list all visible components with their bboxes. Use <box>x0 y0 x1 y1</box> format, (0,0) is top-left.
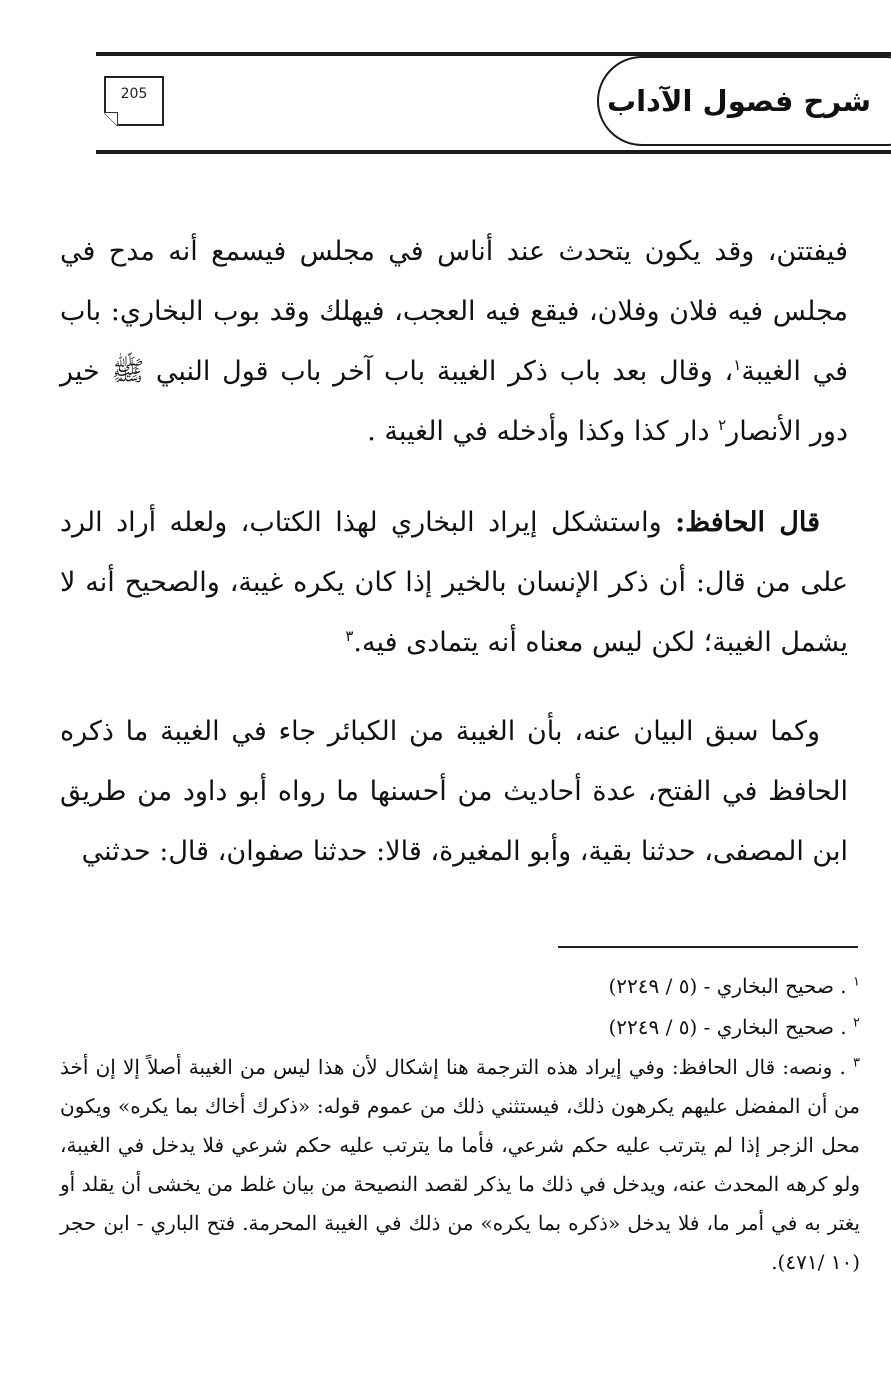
footnote-1-text: . صحيح البخاري - (٥ / ٢٢٤٩) <box>608 974 847 998</box>
paragraph-2 <box>60 493 848 673</box>
footnote-ref-3[interactable]: ٣ <box>345 627 354 645</box>
footnote-1-marker: ١ <box>853 974 860 990</box>
book-title-frame <box>597 56 891 146</box>
paragraph-3-text: وكما سبق البيان عنه، بأن الغيبة من الكبائر جاء في الغيبة ما ذكره الحافظ في الفتح، عدة أحاديث من أحسنها ما رواه أبو داود من طريق ابن المصفى، حدثنا بقية، وأبو المغيرة، قالا: حدثنا صفوان، قال: حدثني <box>60 716 848 867</box>
footnote-2 <box>60 1007 860 1048</box>
paragraph-1-text-c: دار كذا وكذا وأدخله في الغيبة . <box>367 416 719 447</box>
page-number-box <box>104 76 164 126</box>
paragraph-1-text-a: فيفتتن، وقد يكون يتحدث عند أناس في مجلس فيسمع أنه مدح في مجلس فيه فلان وفلان، فيقع فيه العجب، فيهلك وقد بوب البخاري: باب في الغيبة <box>60 236 848 387</box>
footnote-1 <box>60 966 860 1007</box>
paragraph-1-text-b: ، وقال بعد باب ذكر الغيبة باب آخر باب قول النبي ﷺ خير دور الأنصار <box>60 356 848 447</box>
page-header <box>0 0 891 160</box>
footnote-3-text: . ونصه: قال الحافظ: وفي إيراد هذه الترجمة هنا إشكال لأن هذا ليس من الغيبة أصلاً إلا إن أخذ من أن المفضل عليهم يكرهون ذلك، فيستثني ذلك من عموم قوله: «ذكرك أخاك بما يكره» ويكون محل الزجر إذا لم يترتب عليه حكم شرعي، فأما ما يترتب عليه حكم شرعي فلا يدخل في الغيبة، ولو كرهه المحدث عنه، ويدخل في ذلك ما يذكر لقصد النصيحة من بيان غلط من يخشى أن يقلد أو يغتر به في أمر ما، فلا يدخل «ذكره بما يكره» من ذلك في الغيبة المحرمة. فتح الباري - ابن حجر (١٠ /٤٧١). <box>60 1055 860 1274</box>
book-title: شرح فصول الآداب <box>606 84 871 118</box>
footnote-separator <box>558 946 858 948</box>
paragraph-3 <box>60 702 848 882</box>
footnote-3-marker: ٣ <box>853 1055 860 1071</box>
paragraph-2-text: واستشكل إيراد البخاري لهذا الكتاب، ولعله أراد الرد على من قال: أن ذكر الإنسان بالخير إذا كان يكره غيبة، والصحيح أنه لا يشمل الغيبة؛ لكن ليس معناه أنه يتمادى فيه. <box>60 507 848 658</box>
footnote-ref-1[interactable]: ١ <box>733 356 742 374</box>
footnote-2-marker: ٢ <box>853 1015 860 1031</box>
footnote-3 <box>60 1048 860 1282</box>
page-number: 205 <box>120 86 148 102</box>
footnotes-section <box>60 966 860 1282</box>
hafiz-label: قال الحافظ: <box>675 507 820 538</box>
header-bottom-rule <box>96 150 891 154</box>
paragraph-1 <box>60 222 848 462</box>
footnote-2-text: . صحيح البخاري - (٥ / ٢٢٤٩) <box>608 1015 847 1039</box>
footnote-ref-2[interactable]: ٢ <box>718 416 727 434</box>
